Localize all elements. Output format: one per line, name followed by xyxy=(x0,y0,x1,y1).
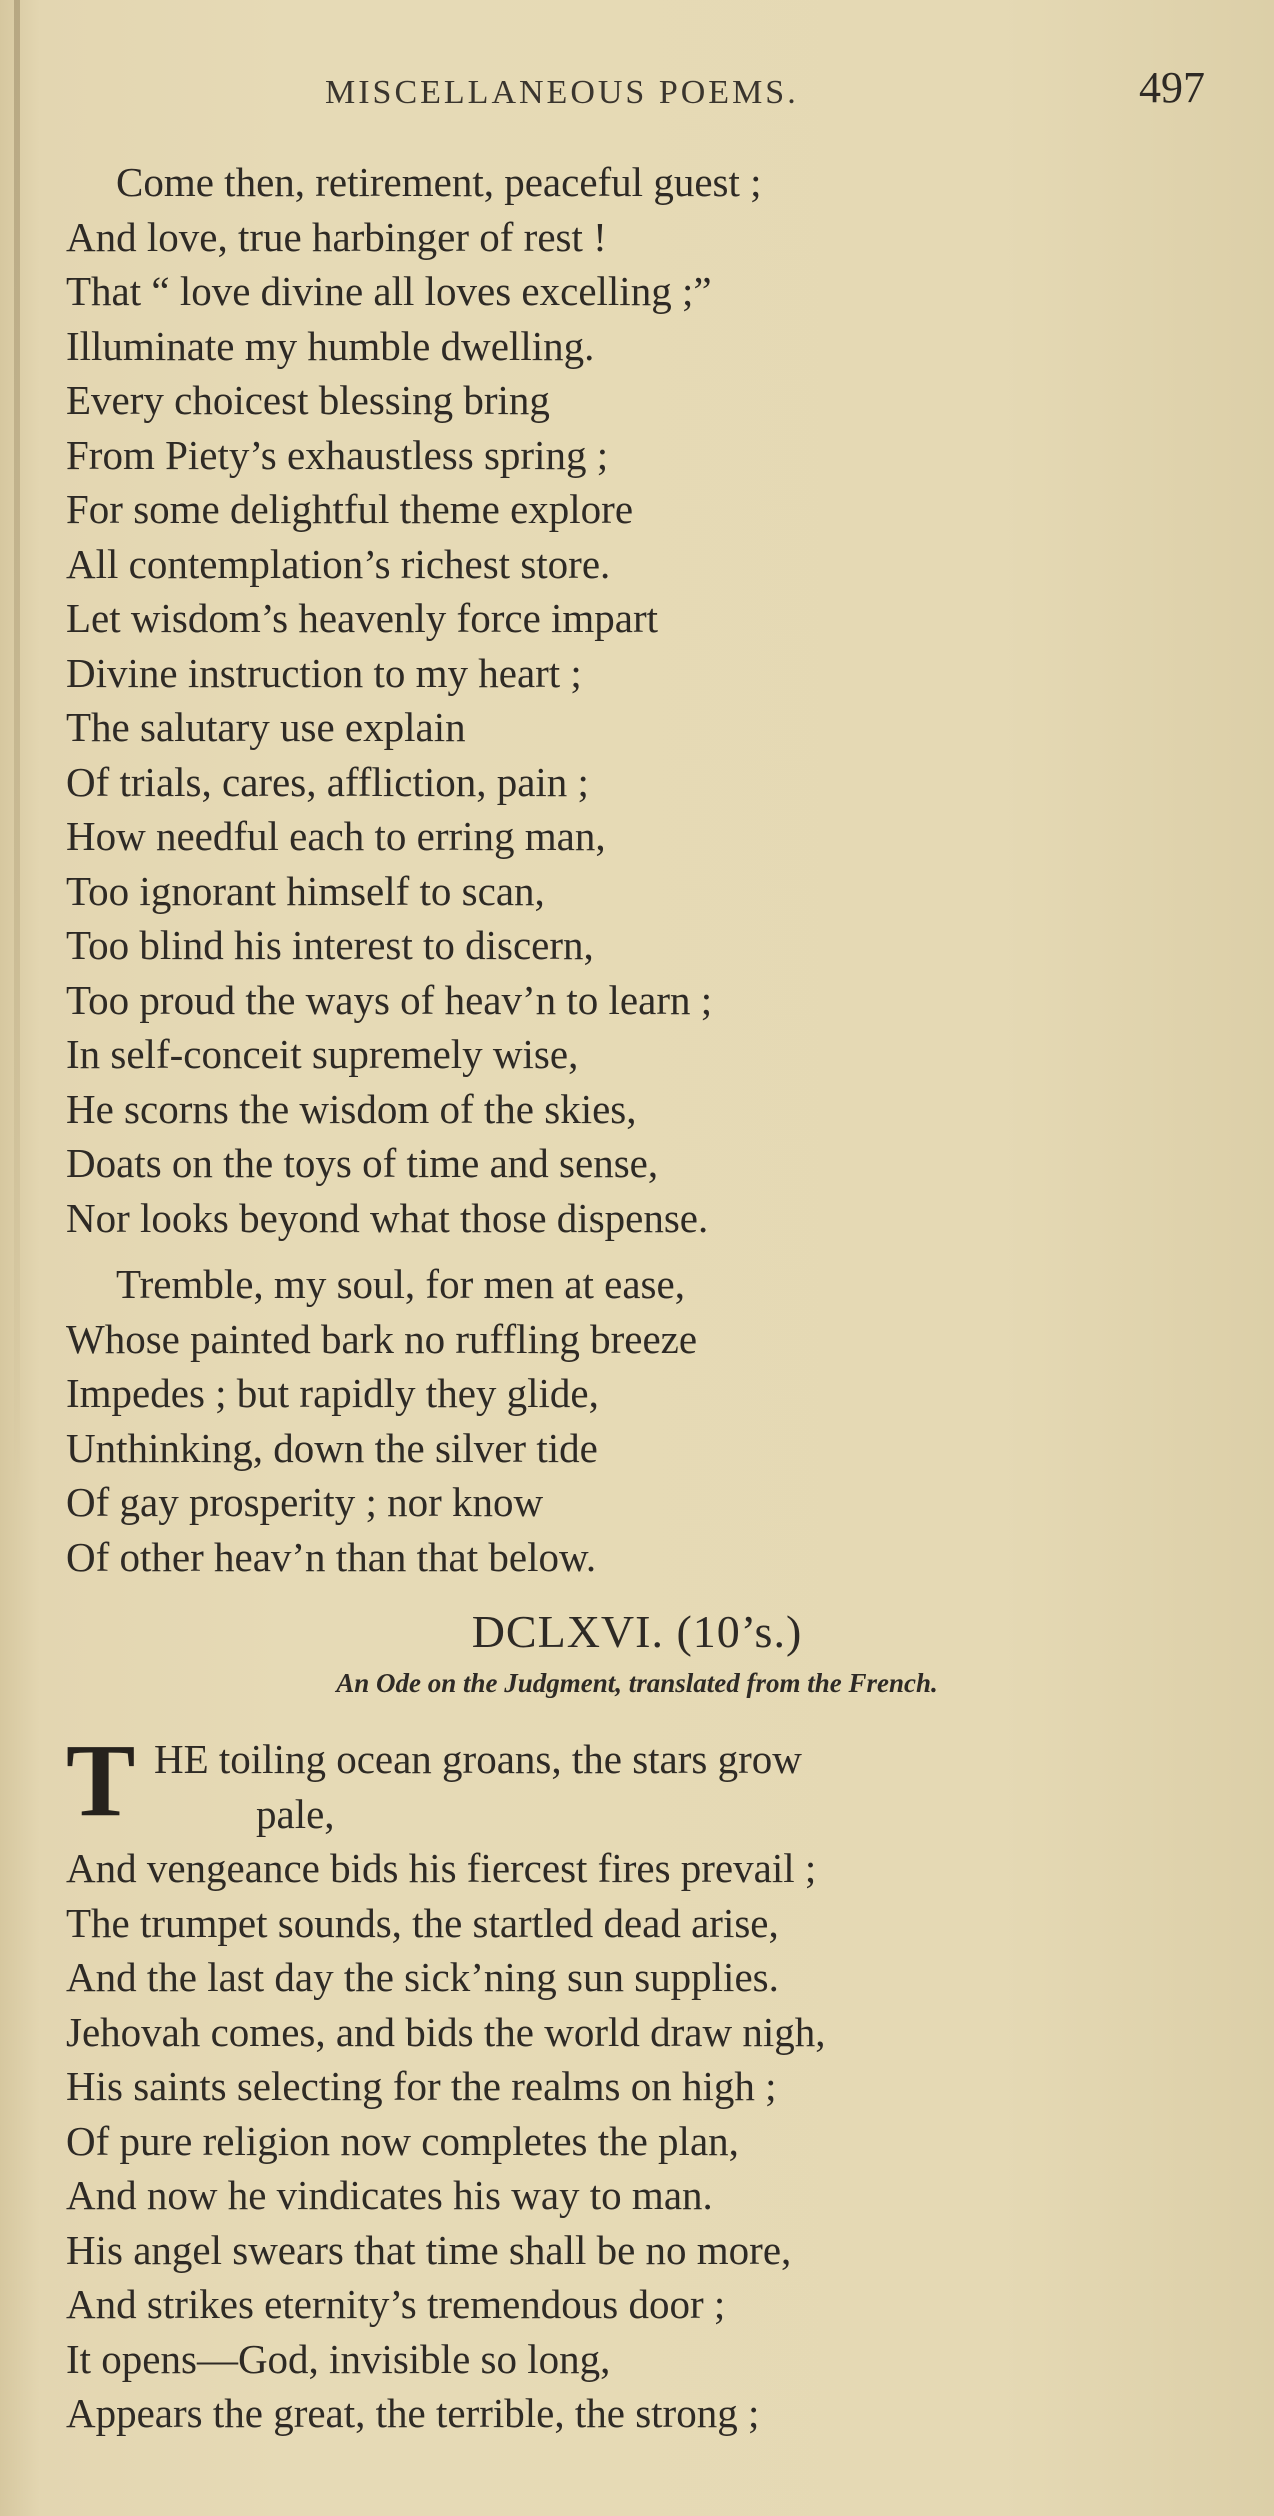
verse-line: How needful each to erring man, xyxy=(66,813,606,859)
verse-line: From Piety’s exhaustless spring ; xyxy=(66,431,609,478)
page-number: 497 xyxy=(1139,63,1205,112)
ode-text xyxy=(66,1723,1226,2441)
verse-line: In self-conceit supremely wise, xyxy=(66,1031,579,1077)
verse-line: The salutary use explain xyxy=(66,704,466,750)
drop-cap: T xyxy=(66,1723,136,1838)
first-line-wrap: pale, xyxy=(256,1790,335,1837)
verse-line: Impedes ; but rapidly they glide, xyxy=(66,1370,599,1416)
verse-line: And now he vindicates his way to man. xyxy=(66,2172,713,2218)
verse-line: Let wisdom’s heavenly force impart xyxy=(66,595,659,641)
verse-line: Whose painted bark no ruffling breeze xyxy=(66,1315,698,1362)
verse-line: Illuminate my humble dwelling. xyxy=(66,322,595,369)
poem-stanza-2 xyxy=(66,1257,1226,1584)
verse-line: And strikes eternity’s tremendous door ; xyxy=(66,2281,726,2327)
verse-line: All contemplation’s richest store. xyxy=(66,540,611,587)
verse-line: Tremble, my soul, for men at ease, xyxy=(116,1261,685,1307)
verse-line: Jehovah comes, and bids the world draw nigh, xyxy=(66,2008,826,2055)
verse-line: That “ love divine all loves excelling ;” xyxy=(66,268,712,314)
verse-line: Of trials, cares, affliction, pain ; xyxy=(66,758,589,805)
verse-line: For some delightful theme explore xyxy=(66,486,634,532)
verse-line: Doats on the toys of time and sense, xyxy=(66,1140,659,1186)
poem-stanza-1 xyxy=(66,155,1226,1245)
hymn-subtitle: An Ode on the Judgment, translated from the French. xyxy=(336,1668,938,1698)
verse-line: And love, true harbinger of rest ! xyxy=(66,213,607,260)
ode-first-line xyxy=(66,1723,1226,1841)
verse-line: And the last day the sick’ning sun supplies. xyxy=(66,1954,779,2000)
verse-line: Unthinking, down the silver tide xyxy=(66,1424,598,1471)
verse-line: Too proud the ways of heav’n to learn ; xyxy=(66,976,713,1023)
page-header xyxy=(325,62,1205,122)
verse-line: Appears the great, the terrible, the strong ; xyxy=(66,2390,760,2436)
verse-line: Too ignorant himself to scan, xyxy=(66,867,545,914)
verse-line: Too blind his interest to discern, xyxy=(66,922,594,968)
verse-line: The trumpet sounds, the startled dead arise, xyxy=(66,1899,779,1946)
verse-line: Divine instruction to my heart ; xyxy=(66,649,582,696)
verse-line: Every choicest blessing bring xyxy=(66,377,550,423)
running-head: MISCELLANEOUS POEMS. xyxy=(325,74,799,111)
verse-line: And vengeance bids his fiercest fires prevail ; xyxy=(66,1845,817,1891)
verse-line: It opens—God, invisible so long, xyxy=(66,2335,611,2382)
verse-line: Of pure religion now completes the plan, xyxy=(66,2117,739,2164)
verse-line: Of other heav’n than that below. xyxy=(66,1533,597,1580)
verse-line: His saints selecting for the realms on high ; xyxy=(66,2063,777,2109)
page-gutter-shadow xyxy=(14,0,20,1500)
first-line-text: HE toiling ocean groans, the stars grow xyxy=(154,1736,802,1782)
verse-line: Nor looks beyond what those dispense. xyxy=(66,1194,709,1241)
verse-line: Of gay prosperity ; nor know xyxy=(66,1479,544,1525)
hymn-number-heading: DCLXVI. (10’s.) xyxy=(471,1606,803,1657)
verse-line: He scorns the wisdom of the skies, xyxy=(66,1085,637,1132)
verse-line: His angel swears that time shall be no more, xyxy=(66,2226,792,2273)
verse-line: Come then, retirement, peaceful guest ; xyxy=(116,159,762,205)
